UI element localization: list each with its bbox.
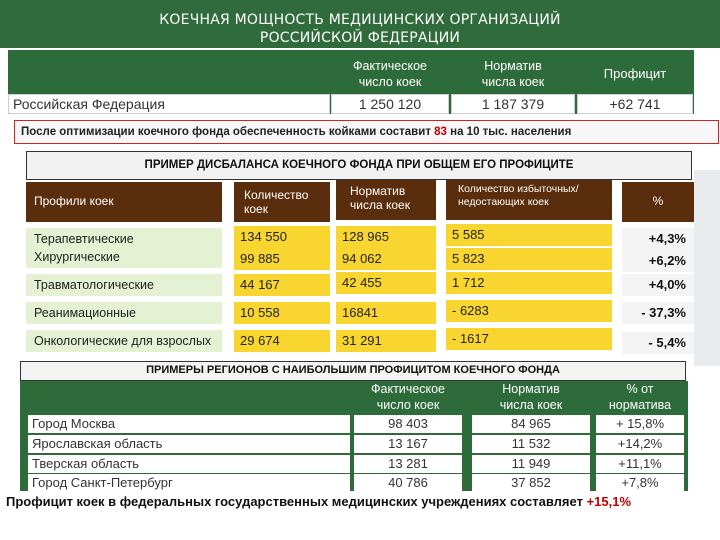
region-norm: 84 965 [472,415,590,433]
footer-text: Профицит коек в федеральных государственных медицинских учреждениях составляет [6,494,587,509]
region-actual: 40 786 [354,474,462,492]
table-row-label: Хирургические [34,250,120,264]
table-cell-count: 134 550 [234,226,330,248]
region-pct: +7,8% [596,474,684,492]
table-cell-diff: 5 585 [446,224,612,246]
region-norm: 11 949 [472,455,590,473]
note-value: 83 [434,126,447,138]
summary-col-actual: Фактическое число коек [353,59,427,89]
summary-row-label: Российская Федерация [8,94,330,114]
region-actual: 98 403 [354,415,462,433]
title-bar [0,0,720,48]
note-text-before: После оптимизации коечного фонда обеспеченность койками составит [21,126,435,138]
region-pct: + 15,8% [596,415,684,433]
section-imbalance-title: ПРИМЕР ДИСБАЛАНСА КОЕЧНОГО ФОНДА ПРИ ОБЩЕМ ЕГО ПРОФИЦИТЕ [26,151,692,180]
table1-header-norm: Норматив числа коек [336,180,436,220]
table1-header-profile: Профили коек [26,182,222,222]
table-cell-norm: 16841 [336,302,436,324]
table-cell-count: 99 885 [234,248,330,270]
regions-header-norm: Норматив числа коек [499,382,563,412]
federal-surplus-footer [6,494,718,509]
table1-header-count: Количество коек [234,182,330,222]
region-actual: 13 167 [354,435,462,453]
table-cell-pct: - 5,4% [622,332,694,354]
table1-label-group [26,228,222,268]
region-name: Ярославская область [28,435,350,453]
footer-value: +15,1% [586,494,632,509]
region-name: Город Москва [28,415,350,433]
page-title-line2: РОССИЙСКОЙ ФЕДЕРАЦИИ [259,30,461,46]
summary-col-surplus: Профицит [603,66,667,81]
table1-header-diff: Количество избыточных/ недостающих коек [446,180,612,220]
table-row-label: Терапевтические [34,232,134,246]
table-row-label: Реанимационные [26,302,222,324]
section-regions-title: ПРИМЕРЫ РЕГИОНОВ С НАИБОЛЬШИМ ПРОФИЦИТОМ КОЕЧНОГО ФОНДА [20,361,686,381]
regions-header-pct: % от норматива [608,382,672,412]
page-title-line1: КОЕЧНАЯ МОЩНОСТЬ МЕДИЦИНСКИХ ОРГАНИЗАЦИЙ [159,12,561,28]
summary-surplus-value: +62 741 [577,94,693,114]
table-cell-diff: 1 712 [446,272,612,294]
table-cell-pct: +6,2% [622,250,694,272]
side-decoration [694,170,720,366]
table-cell-pct: +4,3% [622,228,694,250]
region-pct: +11,1% [596,455,684,473]
region-actual: 13 281 [354,455,462,473]
region-pct: +14,2% [596,435,684,453]
optimization-note [14,120,719,144]
table-cell-count: 29 674 [234,330,330,352]
summary-col-norm: Норматив числа коек [481,59,545,89]
table1-header-pct: % [622,182,694,222]
table-cell-count: 44 167 [234,274,330,296]
table-cell-norm: 94 062 [336,248,436,270]
table-cell-pct: - 37,3% [622,302,694,324]
table-cell-diff: - 1617 [446,328,612,350]
summary-actual-value: 1 250 120 [331,94,449,114]
table-cell-diff: - 6283 [446,300,612,322]
table-cell-diff: 5 823 [446,248,612,270]
region-name: Тверская область [28,455,350,473]
region-norm: 37 852 [472,474,590,492]
summary-norm-value: 1 187 379 [451,94,575,114]
region-name: Город Санкт-Петербург [28,474,350,492]
note-text-after: на 10 тыс. населения [446,126,572,138]
table-cell-pct: +4,0% [622,274,694,296]
table-row-label: Онкологические для взрослых [26,330,222,352]
table-cell-norm: 31 291 [336,330,436,352]
region-norm: 11 532 [472,435,590,453]
regions-header-actual: Фактическое число коек [371,382,445,412]
table-cell-norm: 42 455 [336,272,436,294]
table-cell-count: 10 558 [234,302,330,324]
table-cell-norm: 128 965 [336,226,436,248]
table-row-label: Травматологические [26,274,222,296]
